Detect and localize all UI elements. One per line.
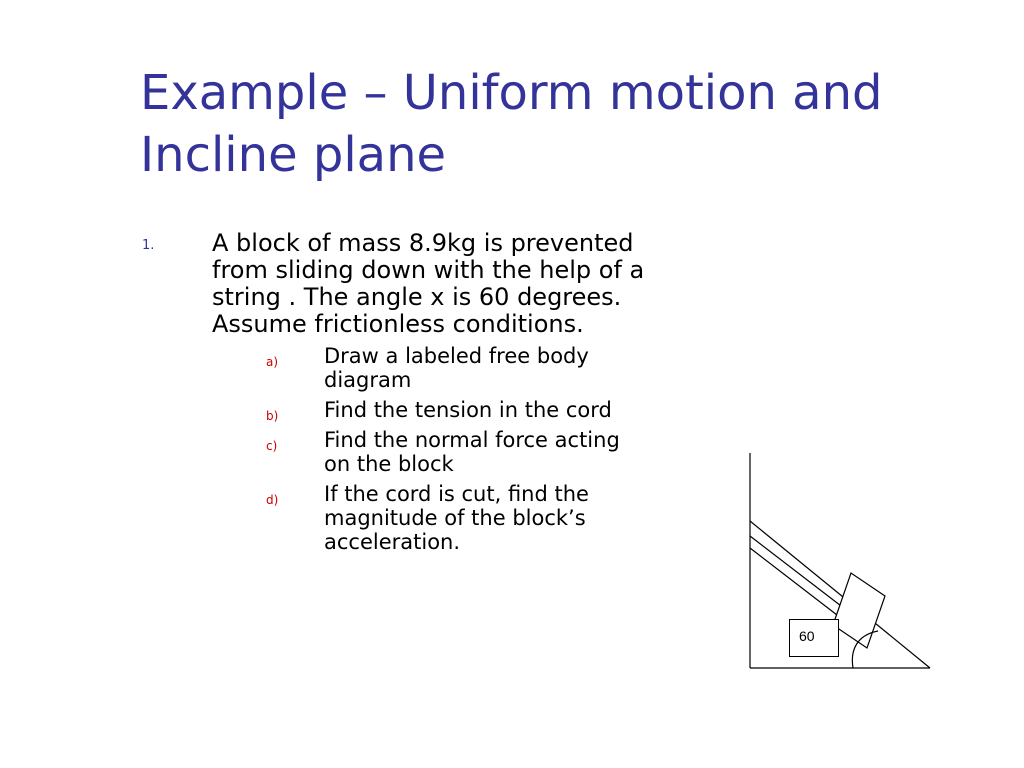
problem-statement: A block of mass 8.9kg is prevented from sliding down with the help of a string . The angle x is 60 degrees. Assume frictionless conditions. — [212, 229, 645, 338]
sub-question-b — [212, 398, 652, 422]
sub-question-list — [212, 344, 652, 554]
sub-question-text: Draw a labeled free body diagram — [324, 344, 589, 392]
incline-drawing — [740, 445, 940, 677]
sub-question-d — [212, 482, 652, 554]
angle-label-box — [789, 619, 839, 657]
sub-question-marker: c) — [266, 439, 278, 453]
slide-title: Example – Uniform motion and Incline plane — [140, 65, 883, 183]
angle-label: 60 — [799, 628, 815, 644]
incline-surface — [750, 521, 930, 668]
sub-question-c — [212, 428, 652, 476]
problem-item — [142, 230, 652, 560]
sub-question-marker: b) — [266, 409, 279, 423]
sub-question-text: Find the tension in the cord — [324, 398, 612, 422]
incline-diagram — [740, 445, 940, 681]
cord-line-upper — [750, 536, 845, 609]
sub-question-a — [212, 344, 652, 392]
sub-question-marker: a) — [266, 355, 279, 369]
problem-number: 1. — [142, 238, 155, 253]
sub-question-text: If the cord is cut, find the magnitude of the block’s acceleration. — [324, 482, 589, 554]
block — [833, 573, 885, 648]
sub-question-marker: d) — [266, 493, 279, 507]
sub-question-text: Find the normal force acting on the block — [324, 428, 620, 476]
